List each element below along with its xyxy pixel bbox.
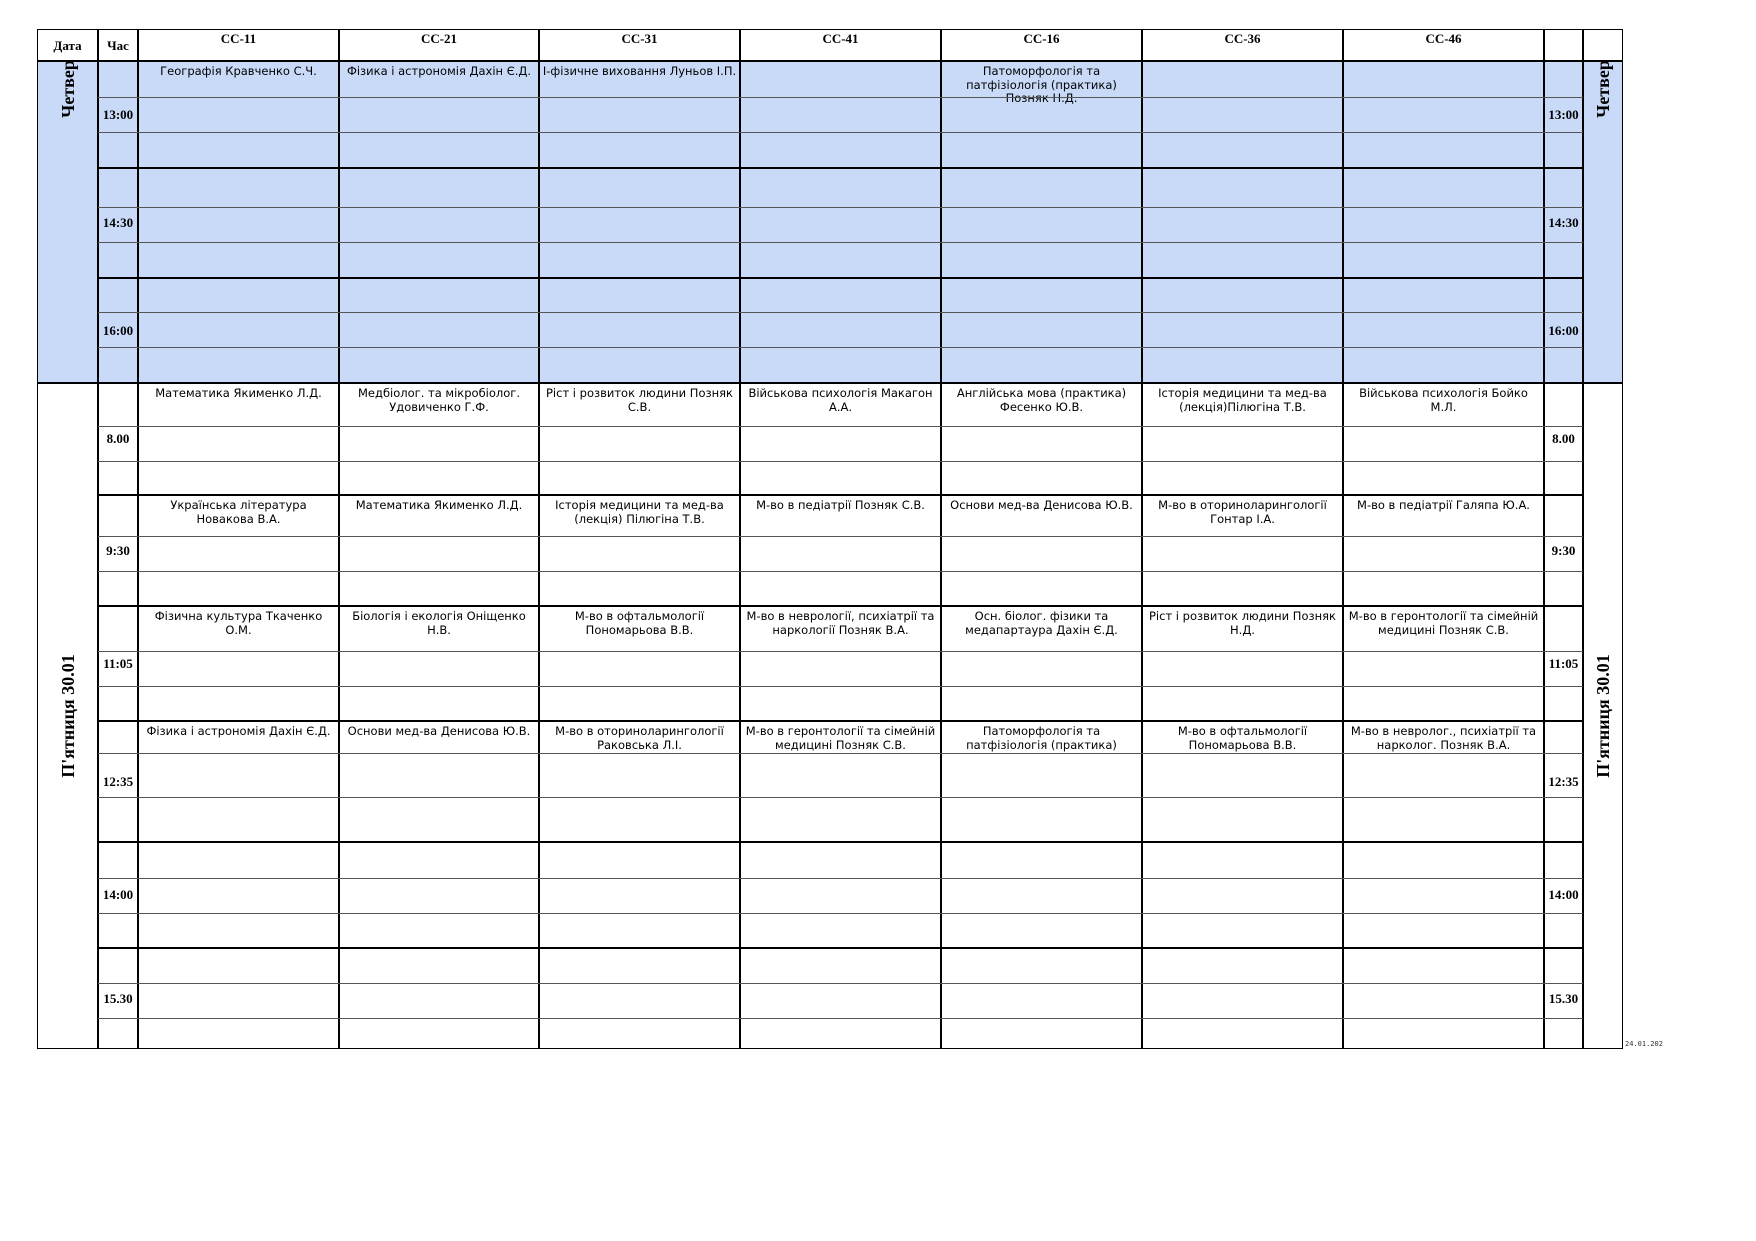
sub-row-line	[98, 461, 1583, 462]
lesson-text	[138, 172, 339, 204]
lesson-text: Патоморфологія та патфізіологія (практика) Позняк Н.Д.	[966, 64, 1117, 105]
time-label-right: 13:00	[1548, 106, 1579, 122]
lesson-text: Медбіолог. та мікробіолог. Удовиченко Г.Ф.	[358, 386, 520, 414]
lesson-text: Патоморфологія та патфізіологія (практика)	[966, 724, 1117, 752]
sub-row-line	[98, 242, 1583, 243]
sub-row-line	[98, 536, 1583, 537]
lesson-text: М-во в офтальмології Пономарьова В.В.	[574, 609, 705, 637]
sub-row-line	[98, 651, 1583, 652]
lesson-text: Фізика і астрономія Дахін Є.Д.	[146, 724, 331, 738]
time-label-right: 12:35	[1548, 773, 1579, 789]
lesson-text	[138, 846, 339, 878]
sub-row-line	[98, 132, 1583, 133]
group-header: СС-16	[1023, 31, 1060, 46]
sub-row-line	[98, 1018, 1583, 1019]
lesson-text	[339, 846, 539, 878]
time-label-right: 11:05	[1548, 655, 1579, 671]
lesson-text: М-во в геронтології та сімейній медицині Позняк С.В.	[1348, 609, 1539, 637]
time-label: 15.30	[103, 990, 133, 1006]
time-label-right: 8.00	[1552, 431, 1575, 446]
sub-row-line	[98, 913, 1583, 914]
lesson-text	[1142, 846, 1343, 878]
lesson-text	[941, 952, 1142, 984]
lesson-text: Основи мед-ва Денисова Ю.В.	[347, 724, 531, 738]
lesson-text: М-во в педіатрії Галяпа Ю.А.	[1357, 498, 1530, 512]
sub-row-line	[98, 797, 1583, 798]
lesson-text	[1343, 65, 1544, 93]
lesson-text: М-во в невролог., психіатрії та нарколог. Позняк В.А.	[1350, 724, 1537, 752]
lesson-text	[539, 282, 740, 314]
lesson-text	[941, 172, 1142, 204]
lesson-text	[941, 282, 1142, 314]
lesson-text	[1343, 282, 1544, 314]
day-label-right: Четвер	[1593, 60, 1613, 118]
sub-row-line	[98, 426, 1583, 427]
date-column-header: Дата	[53, 38, 82, 53]
lesson-text	[740, 846, 941, 878]
lesson-text: Військова психологія Бойко М.Л.	[1359, 386, 1528, 414]
sub-row-line	[98, 97, 1583, 98]
lesson-text	[1343, 172, 1544, 204]
time-label-right: 14:30	[1548, 215, 1579, 230]
lesson-text	[1343, 846, 1544, 878]
lesson-text	[740, 172, 941, 204]
lesson-text: М-во в офтальмології Пономарьова В.В.	[1177, 724, 1308, 752]
right-hour-header-cell	[1544, 29, 1583, 61]
lesson-text: Математика Якименко Л.Д.	[355, 498, 523, 512]
time-label: 14:00	[102, 887, 134, 902]
lesson-text	[740, 65, 941, 93]
lesson-text	[1142, 282, 1343, 314]
lesson-text: М-во в педіатрії Позняк С.В.	[756, 498, 925, 512]
lesson-text: Ріст і розвиток людини Позняк С.В.	[546, 386, 733, 414]
group-header: СС-46	[1425, 31, 1462, 46]
lesson-text	[339, 952, 539, 984]
group-header: СС-31	[621, 31, 658, 46]
lesson-text: Фізична культура Ткаченко О.М.	[154, 609, 323, 637]
lesson-text: Українська література Новакова В.А.	[170, 498, 307, 526]
day-label-left: П'ятниця 30.01	[57, 654, 78, 778]
time-label: 8.00	[106, 431, 130, 446]
time-label: 12:35	[102, 773, 134, 789]
hour-column-header: Час	[107, 38, 129, 53]
sub-row-line	[98, 983, 1583, 984]
time-label-right: 15.30	[1548, 990, 1579, 1006]
sub-row-line	[98, 878, 1583, 879]
lesson-text	[138, 282, 339, 314]
group-header: СС-41	[822, 31, 859, 46]
sub-row-line	[98, 207, 1583, 208]
lesson-text	[740, 282, 941, 314]
lesson-text	[339, 172, 539, 204]
lesson-text: Ріст і розвиток людини Позняк Н.Д.	[1149, 609, 1336, 637]
time-label-right: 16:00	[1548, 322, 1579, 338]
lesson-text: Англійська мова (практика) Фесенко Ю.В.	[956, 386, 1127, 414]
time-label: 11:05	[103, 655, 133, 671]
lesson-text	[1142, 952, 1343, 984]
sub-row-line	[98, 347, 1583, 348]
lesson-text	[539, 952, 740, 984]
lesson-text: М-во в оториноларингології Раковська Л.І.	[555, 724, 724, 752]
group-header: СС-11	[220, 31, 257, 46]
lesson-text	[1142, 65, 1343, 93]
time-label: 13:00	[102, 106, 134, 122]
lesson-text: І-фізичне виховання Луньов І.П.	[542, 64, 737, 78]
lesson-text: Військова психологія Макагон А.А.	[748, 386, 933, 414]
lesson-text: Біологія і екологія Оніщенко Н.В.	[352, 609, 526, 637]
lesson-text	[539, 846, 740, 878]
group-header: СС-36	[1224, 31, 1261, 46]
sub-row-line	[98, 686, 1583, 687]
time-label-right: 14:00	[1548, 887, 1579, 902]
lesson-text	[941, 846, 1142, 878]
lesson-text	[1142, 172, 1343, 204]
lesson-text	[138, 952, 339, 984]
lesson-text: Фізика і астрономія Дахін Є.Д.	[346, 64, 532, 78]
right-date-header-cell	[1583, 29, 1623, 61]
lesson-text: М-во в геронтології та сімейній медицині Позняк С.В.	[745, 724, 936, 752]
lesson-text: М-во в оториноларингології Гонтар І.А.	[1158, 498, 1327, 526]
time-label: 16:00	[102, 322, 134, 338]
sub-row-line	[98, 753, 1583, 754]
lesson-text: Математика Якименко Л.Д.	[155, 386, 322, 400]
lesson-text	[339, 282, 539, 314]
day-label-right: П'ятниця 30.01	[1593, 654, 1613, 778]
time-label: 9:30	[106, 542, 130, 558]
sub-row-line	[98, 312, 1583, 313]
lesson-text	[539, 172, 740, 204]
lesson-text: Осн. біолог. фізики та медапартаура Дахін Є.Д.	[965, 609, 1118, 637]
time-label: 14:30	[102, 215, 134, 230]
lesson-text	[1343, 952, 1544, 984]
time-label-right: 9:30	[1551, 542, 1576, 558]
lesson-text: Історія медицини та мед-ва (лекція)Пілюгіна Т.В.	[1158, 386, 1327, 414]
sub-row-line	[98, 571, 1583, 572]
lesson-text	[740, 952, 941, 984]
lesson-text: Основи мед-ва Денисова Ю.В.	[950, 498, 1133, 512]
day-label-left: Четвер	[57, 60, 78, 118]
group-header: СС-21	[420, 31, 458, 46]
lesson-text: Історія медицини та мед-ва (лекція) Пілюгіна Т.В.	[555, 498, 724, 526]
print-date-stamp: 24.01.202	[1625, 1040, 1663, 1048]
lesson-text: Географія Кравченко С.Ч.	[160, 64, 317, 78]
lesson-text: М-во в неврології, психіатрії та наркології Позняк В.А.	[746, 609, 935, 637]
